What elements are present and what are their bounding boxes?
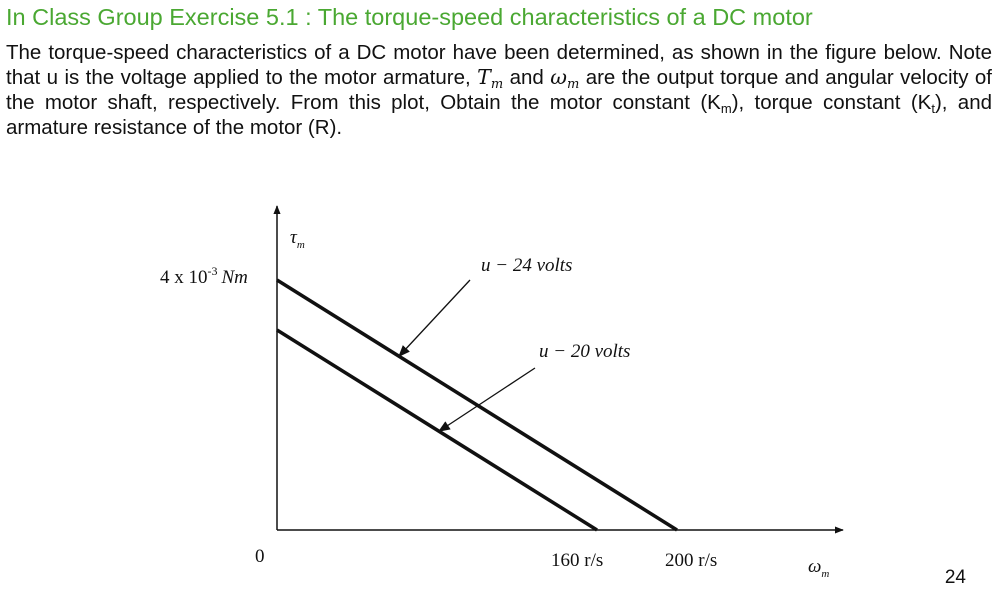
y-tick-unit: Nm (221, 267, 248, 288)
annotation-arrow-u20 (439, 368, 535, 431)
y-tick-value: 4 x 10 (160, 267, 208, 288)
x-tick-label-200: 200 r/s (665, 550, 718, 571)
statement-text-1: The torque-speed characteristics of a DC motor have been determined, as shown in the figure below. Note that u is the voltage applied to the motor armature, (6, 41, 992, 89)
annotation-arrow-u24 (399, 280, 470, 356)
y-axis-label (290, 227, 305, 251)
x-axis-label (808, 556, 829, 580)
omega-symbol: ω (550, 65, 567, 89)
y-tick-exponent: -3 (207, 264, 218, 278)
x-axis-symbol: ω (808, 556, 822, 577)
kt-subscript: t (931, 101, 935, 116)
x-tick-label-160: 160 r/s (551, 550, 604, 571)
statement-text-5: ), and armature resistance of the motor (R). (6, 91, 993, 139)
omega-subscript: m (566, 77, 580, 92)
statement-text-2: and (503, 66, 551, 89)
y-axis-subscript: m (296, 239, 305, 251)
x-axis-subscript: m (821, 568, 830, 580)
annotation-label-u20: u − 20 volts (539, 341, 631, 362)
slide-title: In Class Group Exercise 5.1 : The torque-speed characteristics of a DC motor (6, 4, 813, 30)
y-tick-label (160, 264, 248, 288)
torque-symbol: T (477, 65, 491, 89)
statement-text-4: ), torque constant (K (731, 91, 932, 114)
annotation-label-u24: u − 24 volts (481, 255, 573, 276)
km-subscript: m (720, 101, 732, 116)
page-number: 24 (944, 567, 966, 588)
statement-text-3: are the output torque and angular velocity of the motor shaft, respectively. From this plot, Obtain the motor constant (K (6, 66, 992, 114)
origin-label: 0 (255, 546, 265, 567)
series-line-u24 (277, 280, 677, 530)
torque-subscript: m (490, 77, 504, 92)
y-axis-symbol: τ (290, 227, 297, 248)
